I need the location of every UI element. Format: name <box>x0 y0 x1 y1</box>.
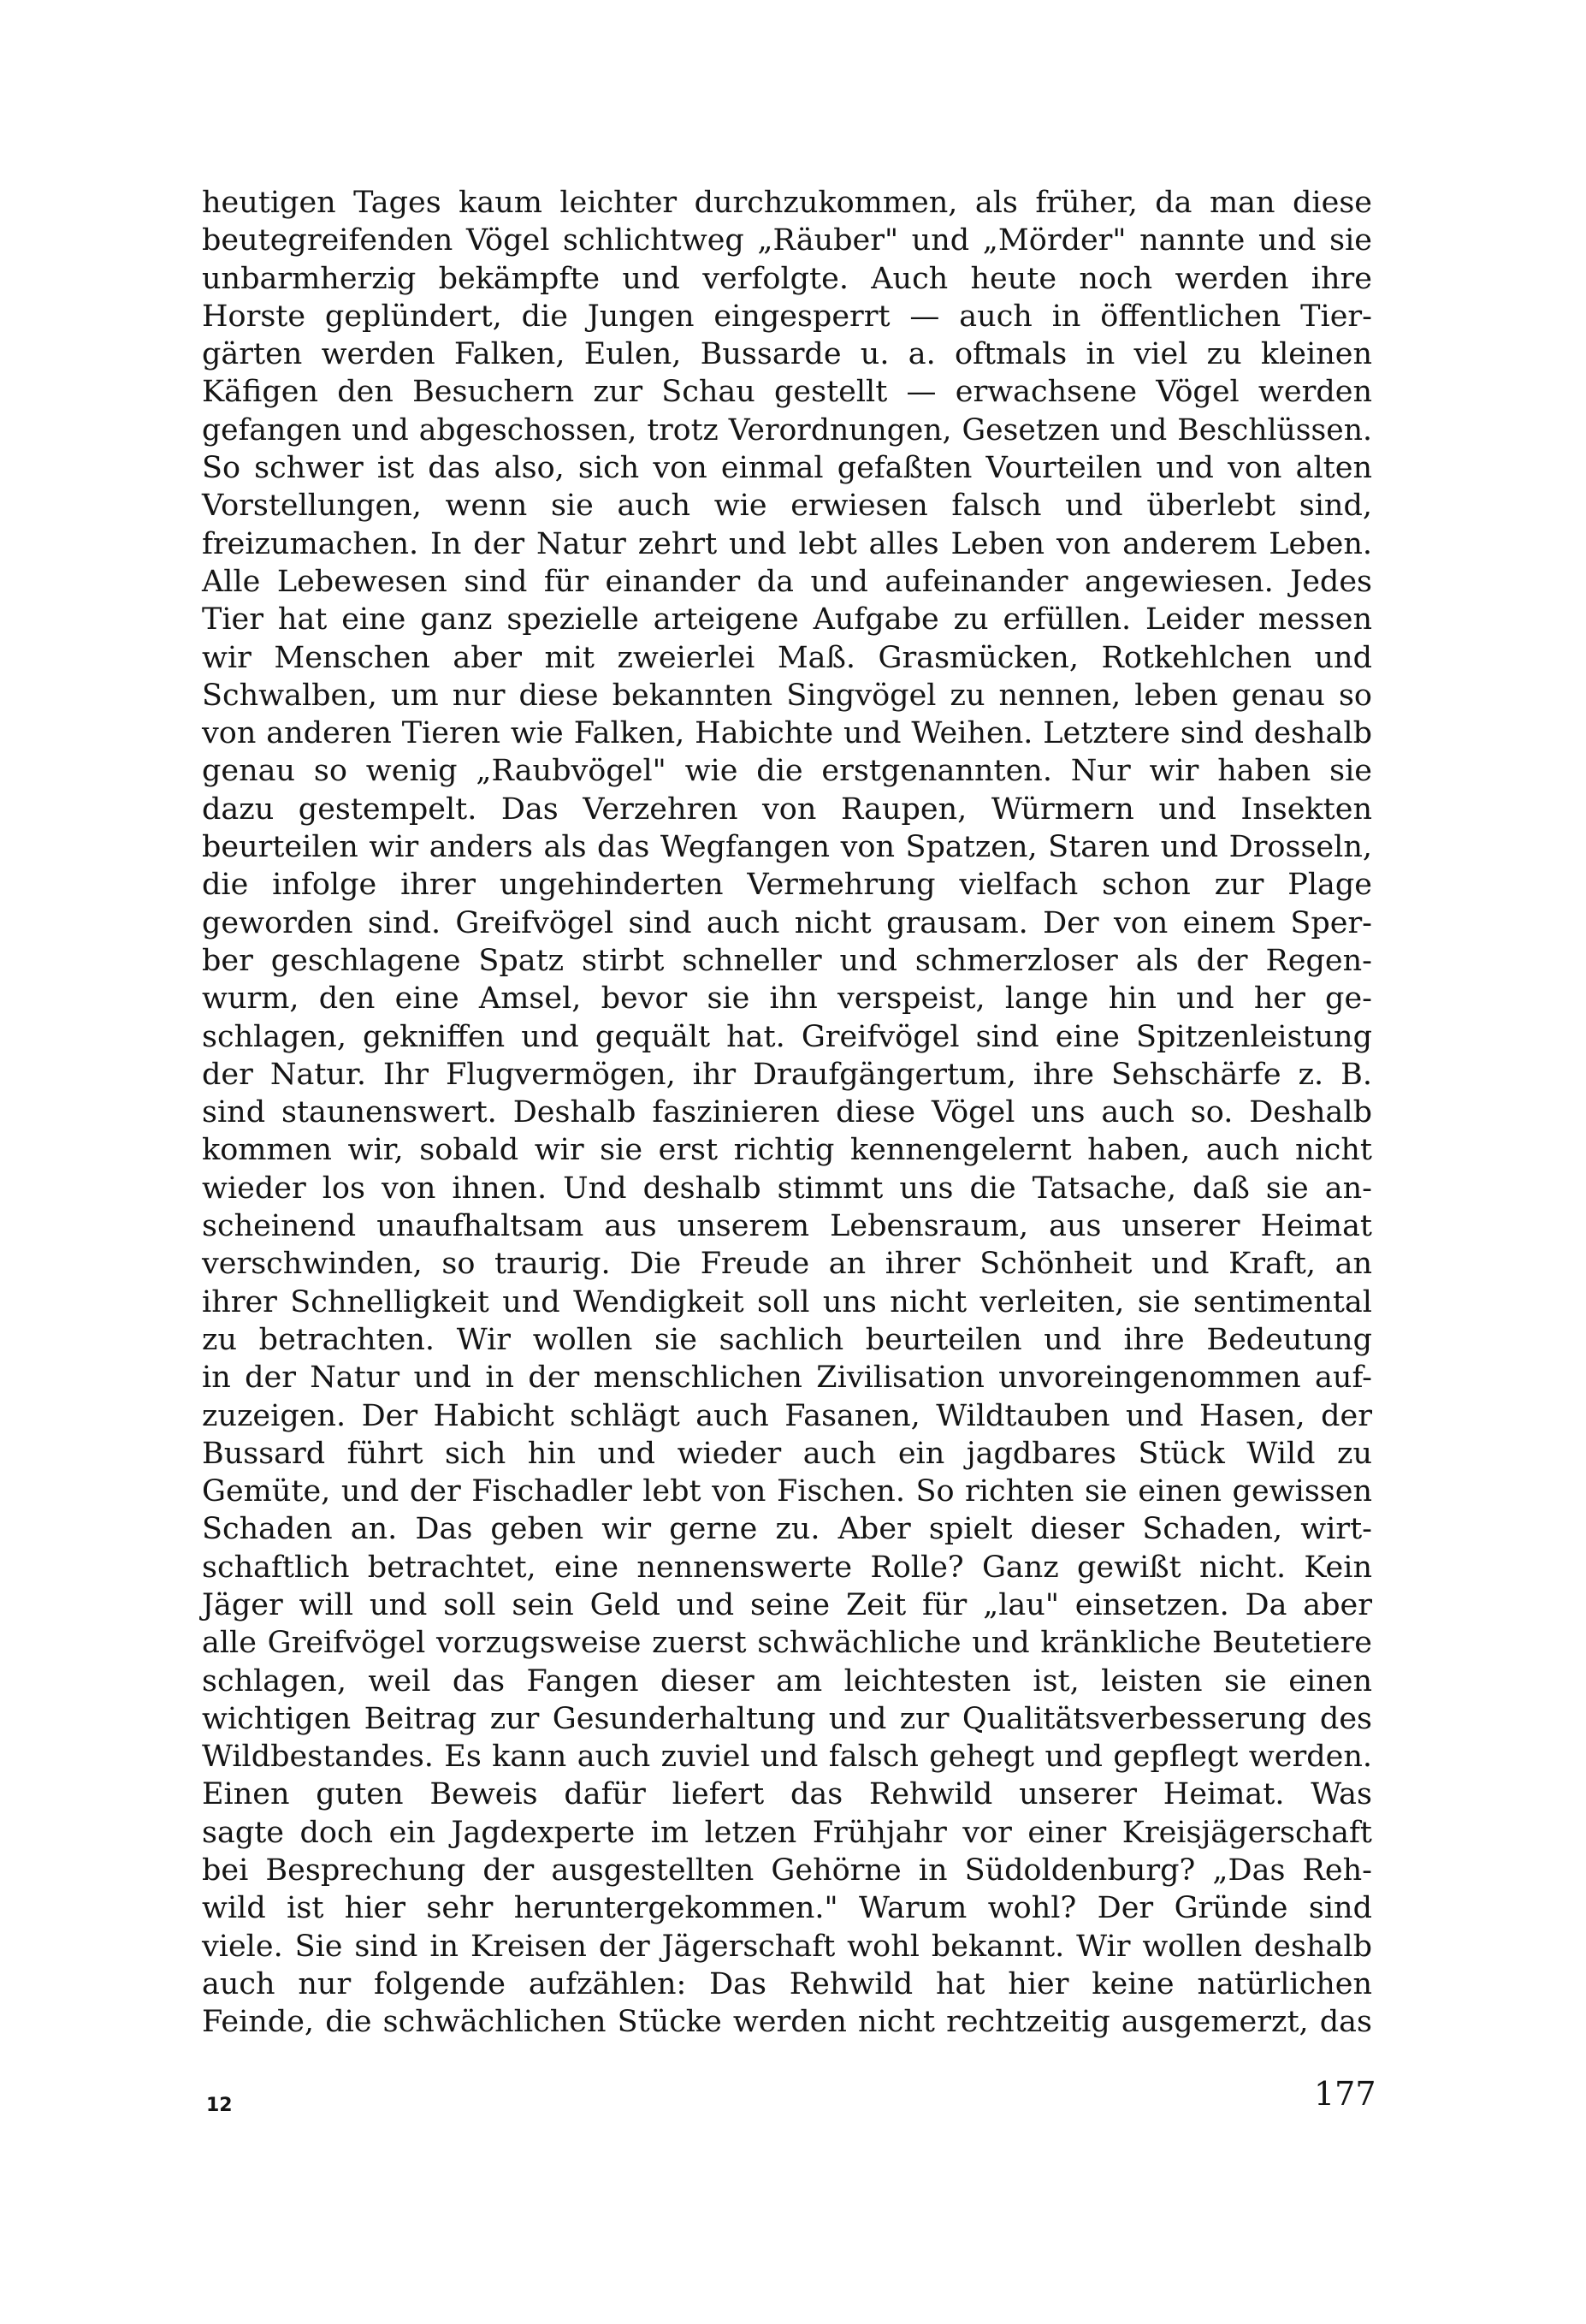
text-line: bei Besprechung der ausgestellten Gehörne in Südoldenburg? „Das Reh- <box>202 1853 1372 1888</box>
page-number: 177 <box>1314 2075 1376 2113</box>
text-line: auch nur folgende aufzählen: Das Rehwild hat hier keine natürlichen <box>202 1966 1372 2001</box>
text-line: sagte doch ein Jagdexperte im letzen Frühjahr vor einer Kreisjägerschaft <box>202 1815 1372 1850</box>
text-line: Käfigen den Besuchern zur Schau gestellt — erwachsene Vögel werden <box>202 375 1372 410</box>
text-line: beutegreifenden Vögel schlichtweg „Räuber" und „Mörder" nannte und sie <box>202 223 1372 258</box>
body-text <box>202 184 1372 2042</box>
text-line: wieder los von ihnen. Und deshalb stimmt uns die Tatsache, daß sie an- <box>202 1171 1372 1206</box>
text-line: sind staunenswert. Deshalb faszinieren diese Vögel uns auch so. Deshalb <box>202 1095 1372 1130</box>
text-line: wild ist hier sehr heruntergekommen." Warum wohl? Der Gründe sind <box>202 1891 1372 1926</box>
text-line: der Natur. Ihr Flugvermögen, ihr Draufgängertum, ihre Sehschärfe z. B. <box>202 1057 1372 1092</box>
text-line: Schwalben, um nur diese bekannten Singvögel zu nennen, leben genau so <box>202 678 1372 713</box>
text-line: schlagen, weil das Fangen dieser am leichtesten ist, leisten sie einen <box>202 1663 1372 1699</box>
text-line: wir Menschen aber mit zweierlei Maß. Grasmücken, Rotkehlchen und <box>202 640 1372 675</box>
text-line: in der Natur und in der menschlichen Zivilisation unvoreingenommen auf- <box>202 1361 1372 1396</box>
text-line: ihrer Schnelligkeit und Wendigkeit soll uns nicht verleiten, sie sentimental <box>202 1284 1372 1319</box>
text-line: zu betrachten. Wir wollen sie sachlich beurteilen und ihre Bedeutung <box>202 1322 1372 1357</box>
text-line: ber geschlagene Spatz stirbt schneller und schmerzloser als der Regen- <box>202 943 1372 978</box>
text-line: zuzeigen. Der Habicht schlägt auch Fasanen, Wildtauben und Hasen, der <box>202 1398 1372 1433</box>
text-line: gefangen und abgeschossen, trotz Verordnungen, Gesetzen und Beschlüssen. <box>202 412 1372 448</box>
text-line: Wildbestandes. Es kann auch zuviel und falsch gehegt und gepflegt werden. <box>202 1740 1372 1775</box>
text-line: schaftlich betrachtet, eine nennenswerte Rolle? Ganz gewißt nicht. Kein <box>202 1550 1372 1585</box>
text-line: von anderen Tieren wie Falken, Habichte und Weihen. Letztere sind deshalb <box>202 716 1372 751</box>
text-line: wurm, den eine Amsel, bevor sie ihn verspeist, lange hin und her ge- <box>202 981 1372 1017</box>
text-line: Schaden an. Das geben wir gerne zu. Aber spielt dieser Schaden, wirt- <box>202 1512 1372 1547</box>
text-line: heutigen Tages kaum leichter durchzukommen, als früher, da man diese <box>202 186 1372 220</box>
text-line: dazu gestempelt. Das Verzehren von Raupen, Würmern und Insekten <box>202 791 1372 827</box>
text-line: genau so wenig „Raubvögel" wie die erstgenannten. Nur wir haben sie <box>202 754 1372 789</box>
text-line: scheinend unaufhaltsam aus unserem Lebensraum, aus unserer Heimat <box>202 1209 1372 1244</box>
text-line: wichtigen Beitrag zur Gesunderhaltung und zur Qualitätsverbesserung des <box>202 1701 1372 1736</box>
text-line: Horste geplündert, die Jungen eingesperrt — auch in öffentlichen Tier- <box>202 299 1372 334</box>
text-line: Alle Lebewesen sind für einander da und aufeinander angewiesen. Jedes <box>202 564 1372 599</box>
text-line: Bussard führt sich hin und wieder auch ein jagdbares Stück Wild zu <box>202 1436 1372 1471</box>
text-line: unbarmherzig bekämpfte und verfolgte. Auch heute noch werden ihre <box>202 261 1372 296</box>
text-line: alle Greifvögel vorzugsweise zuerst schwächliche und kränkliche Beutetiere <box>202 1626 1372 1661</box>
text-line: Tier hat eine ganz spezielle arteigene Aufgabe zu erfüllen. Leider messen <box>202 602 1372 637</box>
text-line: geworden sind. Greifvögel sind auch nicht grausam. Der von einem Sper- <box>202 905 1372 940</box>
signature-mark: 12 <box>206 2095 233 2116</box>
text-line: Vorstellungen, wenn sie auch wie erwiesen falsch und überlebt sind, <box>202 489 1372 524</box>
text-line: die infolge ihrer ungehinderten Vermehrung vielfach schon zur Plage <box>202 868 1372 903</box>
text-line: schlagen, gekniffen und gequält hat. Greifvögel sind eine Spitzenleistung <box>202 1019 1372 1054</box>
text-line: freizumachen. In der Natur zehrt und lebt alles Leben von anderem Leben. <box>202 526 1372 561</box>
text-line: viele. Sie sind in Kreisen der Jägerschaft wohl bekannt. Wir wollen deshalb <box>202 1929 1372 1964</box>
text-line: So schwer ist das also, sich von einmal gefaßten Vourteilen und von alten <box>202 451 1372 486</box>
text-line: Einen guten Beweis dafür liefert das Rehwild unserer Heimat. Was <box>202 1777 1372 1812</box>
text-line: Gemüte, und der Fischadler lebt von Fischen. So richten sie einen gewissen <box>202 1474 1372 1509</box>
text-line: beurteilen wir anders als das Wegfangen von Spatzen, Staren und Drosseln, <box>202 830 1372 865</box>
text-line: verschwinden, so traurig. Die Freude an ihrer Schönheit und Kraft, an <box>202 1247 1372 1282</box>
text-line: gärten werden Falken, Eulen, Bussarde u. a. oftmals in viel zu kleinen <box>202 337 1372 372</box>
text-line: Feinde, die schwächlichen Stücke werden nicht rechtzeitig ausgemerzt, das <box>202 2005 1372 2040</box>
text-line: Jäger will und soll sein Geld und seine Zeit für „lau" einsetzen. Da aber <box>202 1587 1372 1622</box>
text-line: kommen wir, sobald wir sie erst richtig kennengelernt haben, auch nicht <box>202 1133 1372 1168</box>
